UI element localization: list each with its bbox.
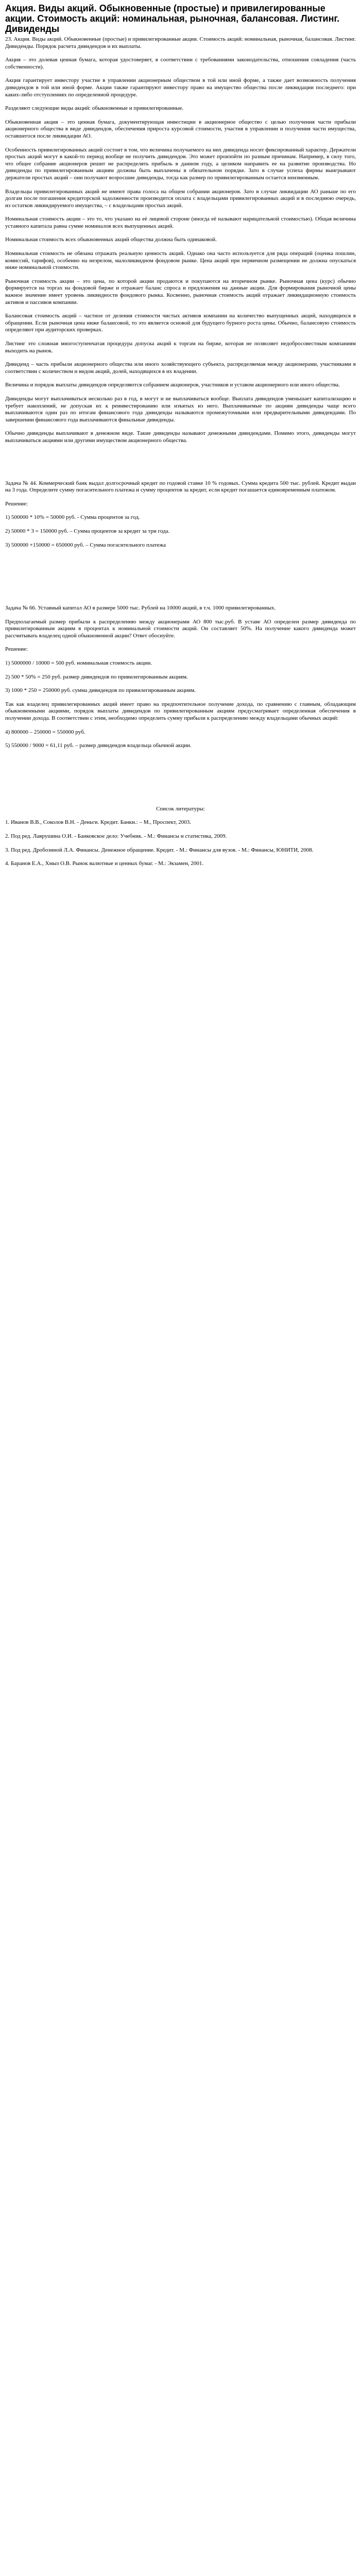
task-66 — [5, 605, 356, 750]
solution-step: 2) 500 * 50% = 250 руб. размер дивидендов по привилегированным акциям. — [5, 673, 188, 680]
task-text: Предполагаемый размер прибыли к распределению между акционерами АО 800 тыс.руб. В уставе АО определен размер дивиденда по привилегированным акциям в процентах к номинальной стоимости акций. Он составляет 50%. На получение какого дивиденда может рассчитывать владелец одной обыкновенной акции? Ответ обоснуйте. — [5, 618, 356, 639]
main-text — [5, 36, 356, 445]
reference-item: 1. Иванов В.В., Соколов В.Н. - Деньги. Кредит. Банки.: – М., Проспект, 2003. — [5, 819, 192, 826]
paragraph: Дивиденды могут выплачиваться несколько раз в год, в могут и не выплачиваться вообще. Выплата дивидендов уменьшает капитализацию и требует накоплений, не допуская их к реинвестированию или изъятых из него. Выплачиваемые по акциям дивиденды чаще всего выплачиваются один раз по итогам финансового года дивиденды называются промежуточными или предварительными дивидендами. По завершении финансового года выплачиваются финальные дивиденды. — [5, 395, 356, 423]
solution-label: Решение: — [5, 646, 28, 653]
reference-item: 4. Баранов Е.А., Хмыз О.В. Рынок валютные и ценных бумаг. - М.: Экзамен, 2001. — [5, 860, 204, 867]
reference-item: 3. Под ред. Дробозиной Л.А. Финансы. Денежное обращение. Кредит. - М.: Финансы для вузов. - М.: Финансы, ЮНИТИ, 2008. — [5, 846, 314, 853]
solution-step: 3) 1000 * 250 = 250000 руб. сумма дивидендов по привилегированным акциям. — [5, 687, 196, 694]
paragraph: Владельцы привилегированных акций не имеют права голоса на общем собрании акционеров. Зато в случае ликвидации АО раньше по его долгам после погашения кредиторской задолженности производится оплата с владельцами привилегированных акций и в последнюю очередь, из остатков ликвидируемого имущества, – с владельцами простых акций. — [5, 188, 356, 209]
solution-label: Решение: — [5, 500, 28, 507]
paragraph: Номинальная стоимость всех обыкновенных акций общества должна быть одинаковой. — [5, 236, 217, 243]
references — [5, 806, 356, 868]
solution-step: 3) 500000 +150000 = 650000 руб. – Сумма погасительного платежа — [5, 541, 166, 548]
paragraph: Акция гарантирует инвестору участие в управлении акционерным обществом в той или иной форме, а также дает возможность получения дивидендов в той или иной форме. Акции также гарантируют инвестору право на имущество общества после ликвидации последнего: при каких-либо отступлениях по определенной процедуре. — [5, 77, 356, 98]
paragraph: Балансовая стоимость акций – частное от деления стоимости чистых активов компании на количество выпущенных акций, находящихся в обращении. Если рыночная цена ниже балансовой, то это является основой для будущего бурного роста цены. Обычно, балансовую стоимость определяют при аудиторских проверках. — [5, 313, 356, 333]
paragraph: Обыкновенная акция – это ценная бумага, документирующая инвестиции в акционерное общество с целью получения части прибыли акционерного общества в виде дивидендов, обеспечения прироста курсовой стоимости, участия в управлении и получения части имущества, оставшегося после ликвидации АО. — [5, 118, 356, 139]
reference-item: 2. Под ред. Лаврушина О.И. - Банковское дело: Учебник. - М.: Финансы и статистика, 2009. — [5, 833, 227, 839]
task-44 — [5, 480, 356, 549]
solution-step: 5) 550000 / 9000 = 61,11 руб. – размер дивидендов владельца обычной акции. — [5, 742, 192, 749]
references-heading: Список литературы: — [156, 805, 205, 812]
paragraph: Рыночная стоимость акции – это цена, по которой акции продаются и покупаются на вторичном рынке. Рыночная цена (курс) обычно формируется на торгах на фондовой бирже и отражает баланс спроса и предложения на данные акции. Для формирования рыночной цены важное значение имеет уровень ликвидности фондового рынка. Косвенно, рыночная стоимость акций отражает ликвидационную стоимость активов и пассивов компании. — [5, 278, 356, 306]
task-text: Задача № 66. Уставный капитал АО в размере 5000 тыс. Рублей на 10000 акций, в т.ч. 1000 привилегированных. — [5, 605, 276, 612]
page-title: Акция. Виды акций. Обыкновенные (простые) и привилегированные акции. Стоимость акций: номинальная, рыночная, балансовая. Листинг. Дивиденды — [5, 3, 340, 34]
paragraph: Номинальная стоимость не обязана отражать реальную ценность акций. Однако она часто используется для ряда операций (оценка пошлин, комиссий, тарифов), особенно на незрелом, малоликвидном фондовом рынке. Цена акций при первичном размещении не должна опускаться ниже номинальной стоимости. — [5, 250, 356, 271]
paragraph: Особенность привилегированных акций состоит в том, что величина получаемого на них дивиденда носит фиксированный характер. Держатели простых акций могут в какой-то период вообще не получить дивидендов. Это может произойти по разным причинам. Например, в силу того, что общее собрание акционеров решит не распределять прибыль в данном году, а целиком направить ее на развитие производства. Но дивиденды по привилегированным акциям должны быть выплачены в обязательном порядке. Зато в случае успеха фирмы выигрывают держатели простых акций – они получают возросшие дивиденды, тогда как размер по привилегированным остается неизменным. — [5, 146, 356, 181]
solution-step: Так как владелец привилегированных акций имеет право на предпочтительное получение дохода, по сравнению с главным, обладающим обыкновенными акциями, порядок выплаты дивидендов по привилегированным акциям предусматривает определенная обеспечения в получении дохода. В соответствии с этим, необходимо определить сумму прибыли к распределению между владельцами обычных акций: — [5, 701, 356, 722]
solution-step: 1) 500000 * 10% = 50000 руб. - Сумма процентов за год. — [5, 514, 140, 521]
paragraph: Величина и порядок выплаты дивидендов определяются собранием акционеров, участников и уставом акционерного или иного общества. — [5, 382, 340, 388]
paragraph: Номинальная стоимость акции – это то, что указано на её лицевой стороне (иногда её называют нарицательной стоимостью). Общая величина уставного капитала равна сумме номиналов всех выпущенных акций. — [5, 216, 356, 229]
document-page — [0, 0, 361, 878]
paragraph: Дивиденд – часть прибыли акционерного общества или иного хозяйствующего субъекта, распределяемая между акционерами, участниками в соответствии с количеством и видом акций, долей, находящихся в их владении. — [5, 361, 356, 375]
solution-step: 4) 800000 – 250000 = 550000 руб. — [5, 728, 85, 735]
task-text: Задача № 44. Коммерческий банк выдал долгосрочный кредит по годовой ставке 10 % годовых. Сумма кредита 500 тыс. рублей. Кредит выдан на 3 года. Определите сумму погасительного платежа и сумму процентов за кредит, если кредит погашается единовременным платежом. — [5, 480, 356, 494]
solution-step: 1) 5000000 / 10000 = 500 руб. номинальная стоимость акции. — [5, 660, 152, 667]
paragraph: Листинг это сложная многоступенчатая процедура допуска акций к торгам на бирже, которая не позволяет недобросовестным компаниям выходить на рынок. — [5, 341, 356, 354]
paragraph: Разделяют следующие виды акций: обыкновенные и привилегированные. — [5, 105, 184, 112]
solution-step: 2) 50000 * 3 = 150000 руб. – Сумма процентов за кредит за три года. — [5, 528, 170, 534]
paragraph: Обычно дивиденды выплачивают в денежном виде. Такие дивиденды называют денежными дивидендами. Помимо этого, дивиденды могут выплачиваться акциями или другими имуществом акционерного общества. — [5, 430, 356, 444]
paragraph: 23. Акция. Виды акций. Обыкновенные (простые) и привилегированные акции. Стоимость акций: номинальная, рыночная, балансовая. Листинг. Дивиденды. Порядок расчета дивидендов и их выплаты. — [5, 36, 356, 49]
paragraph: Акция – это долевая ценная бумага, которая удостоверяет, в соответствии с требованиями законодательства, отношения совладения (часть собственности). — [5, 57, 356, 70]
